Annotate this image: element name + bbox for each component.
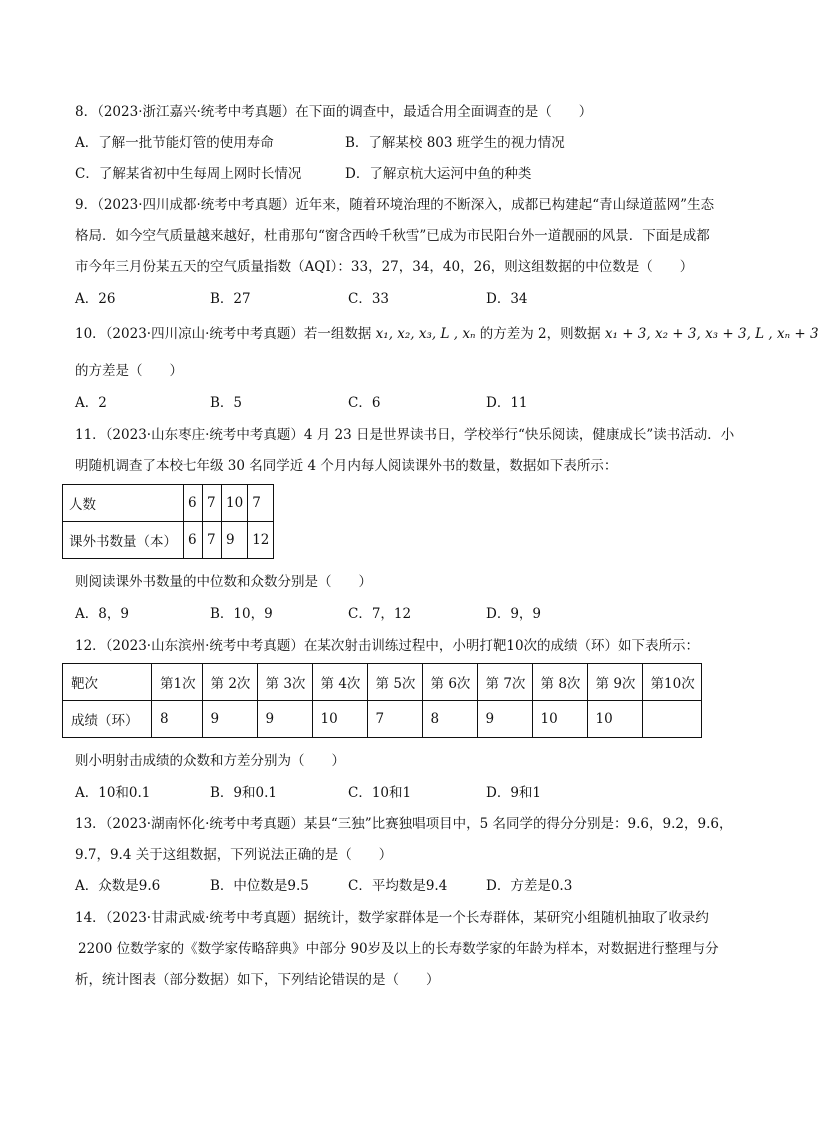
table-row (63, 701, 702, 738)
q10-stem-line-2: 的方差是（ ） (75, 363, 183, 379)
q13-stem-line-2: 9.7，9.4 关于这组数据，下列说法正确的是（ ） (75, 847, 393, 863)
q10-stem-prefix: 10．（2023·四川凉山·统考中考真题）若一组数据 (75, 326, 376, 342)
table-cell: 9 (222, 522, 248, 559)
q9-stem-line-1: 9．（2023·四川成都·统考中考真题）近年来，随着环境治理的不断深入，成都已构建起“青山绿道蓝网”生态 (75, 197, 715, 213)
q10-option-c: C．6 (348, 395, 381, 411)
q12-stem: 12．（2023·山东滨州·统考中考真题）在某次射击训练过程中，小明打靶10次的成绩（环）如下表所示： (75, 638, 700, 654)
table-row (63, 522, 274, 559)
table-cell: 8 (422, 701, 477, 738)
q8-option-a: A．了解一批节能灯管的使用寿命 (75, 135, 274, 151)
table-cell: 成绩（环） (63, 701, 152, 738)
table-cell (642, 701, 701, 738)
table-cell: 6 (184, 485, 203, 522)
table-cell: 7 (367, 701, 422, 738)
q13-option-d: D．方差是0.3 (486, 878, 573, 894)
table-cell: 第 8次 (532, 664, 587, 701)
q10-stem-middle: 的方差为 2，则数据 (475, 326, 605, 342)
q11-question: 则阅读课外书数量的中位数和众数分别是（ ） (75, 574, 372, 590)
q9-options (75, 290, 735, 308)
q13-options (75, 877, 735, 895)
q14-stem-line-3: 析，统计图表（部分数据）如下，下列结论错误的是（ ） (75, 972, 440, 988)
q10-option-a: A．2 (75, 395, 107, 411)
table-cell: 10 (222, 485, 248, 522)
table-cell: 第 3次 (257, 664, 312, 701)
q11-option-d: D．9，9 (486, 606, 542, 622)
table-cell: 第 5次 (367, 664, 422, 701)
q13-stem-line-1: 13．（2023·湖南怀化·统考中考真题）某县“三独”比赛独唱项目中，5 名同学的得分分别是：9.6，9.2，9.6， (75, 816, 733, 832)
q13-option-a: A．众数是9.6 (75, 878, 161, 894)
q10-option-d: D．11 (486, 395, 528, 411)
q11-data-table (62, 484, 274, 559)
q11-stem-line-2: 明随机调查了本校七年级 30 名同学近 4 个月内每人阅读课外书的数量，数据如下表所示： (75, 458, 618, 474)
table-cell: 靶次 (63, 664, 152, 701)
q14-stem-line-2: 2200 位数学家的《数学家传略辞典》中部分 90岁及以上的长寿数学家的年龄为样本，对数据进行整理与分 (78, 941, 719, 957)
table-cell: 6 (184, 522, 203, 559)
table-cell: 第 7次 (477, 664, 532, 701)
q8-stem: 8．（2023·浙江嘉兴·统考中考真题）在下面的调查中，最适合用全面调查的是（ ） (75, 104, 593, 120)
q12-question: 则小明射击成绩的众数和方差分别为（ ） (75, 753, 345, 769)
table-cell: 第 4次 (312, 664, 367, 701)
table-cell: 7 (248, 485, 274, 522)
q10-option-b: B．5 (210, 395, 243, 411)
q10-stem-line-1 (75, 325, 819, 343)
q8-option-c: C．了解某省初中生每周上网时长情况 (75, 166, 302, 182)
q10-data-set: x₁, x₂, x₃, L , xₙ (375, 326, 476, 342)
table-cell: 10 (587, 701, 642, 738)
q12-option-b: B．9和0.1 (210, 785, 277, 801)
q11-stem-line-1: 11．（2023·山东枣庄·统考中考真题）4 月 23 日是世界读书日，学校举行“快乐阅读，健康成长”读书活动．小 (75, 427, 735, 443)
q8-options-2 (75, 165, 735, 183)
q9-option-a: A．26 (75, 291, 116, 307)
q12-option-c: C．10和1 (348, 785, 412, 801)
q11-option-c: C．7，12 (348, 606, 412, 622)
table-cell: 10 (532, 701, 587, 738)
table-row (63, 664, 702, 701)
q11-options (75, 605, 735, 623)
q11-option-a: A．8，9 (75, 606, 129, 622)
table-cell: 第 6次 (422, 664, 477, 701)
q9-stem-line-2: 格局．如今空气质量越来越好，杜甫那句“窗含西岭千秋雪”已成为市民阳台外一道靓丽的风景．下面是成都 (75, 228, 710, 244)
q12-option-d: D．9和1 (486, 785, 542, 801)
q8-option-d: D．了解京杭大运河中鱼的种类 (345, 166, 532, 182)
table-cell: 7 (203, 485, 222, 522)
q14-stem-line-1: 14．（2023·甘肃武威·统考中考真题）据统计，数学家群体是一个长寿群体，某研究小组随机抽取了收录约 (75, 910, 709, 926)
table-cell: 9 (477, 701, 532, 738)
table-cell: 10 (312, 701, 367, 738)
q8-option-b: B．了解某校 803 班学生的视力情况 (345, 135, 565, 151)
q12-options (75, 784, 735, 802)
table-cell: 人数 (63, 485, 184, 522)
q12-score-table (62, 663, 702, 738)
q11-option-b: B．10，9 (210, 606, 273, 622)
q9-option-c: C．33 (348, 291, 390, 307)
q9-option-b: B．27 (210, 291, 251, 307)
q13-option-b: B．中位数是9.5 (210, 878, 309, 894)
table-row (63, 485, 274, 522)
table-cell: 课外书数量（本） (63, 522, 184, 559)
table-cell: 第 2次 (202, 664, 257, 701)
table-cell: 8 (152, 701, 203, 738)
q9-stem-line-3: 市今年三月份某五天的空气质量指数（AQI）：33，27，34，40，26，则这组数据的中位数是（ ） (75, 259, 694, 275)
table-cell: 第10次 (642, 664, 701, 701)
table-cell: 9 (202, 701, 257, 738)
table-cell: 第 9次 (587, 664, 642, 701)
q12-option-a: A．10和0.1 (75, 785, 151, 801)
q8-options (75, 134, 735, 152)
q10-shifted-data-set: x₁ + 3, x₂ + 3, x₃ + 3, L , xₙ + 3 (604, 326, 819, 342)
table-cell: 第1次 (152, 664, 203, 701)
table-cell: 7 (203, 522, 222, 559)
q10-options (75, 394, 735, 412)
q9-option-d: D．34 (486, 291, 528, 307)
table-cell: 9 (257, 701, 312, 738)
q13-option-c: C．平均数是9.4 (348, 878, 448, 894)
table-cell: 12 (248, 522, 274, 559)
